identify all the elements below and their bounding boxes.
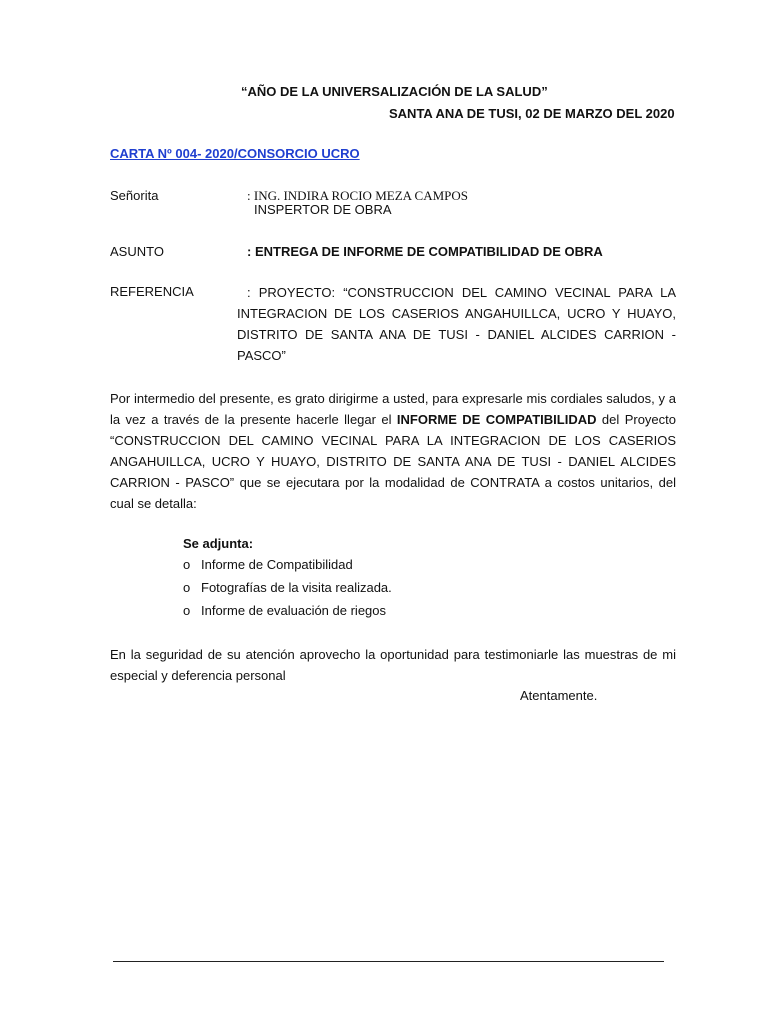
reference-label: REFERENCIA — [110, 284, 194, 299]
body-part-2: del Proyecto “CONSTRUCCION DEL CAMINO VECINAL PARA LA INTEGRACION DE LOS CASERIOS ANGAHUILLCA, UCRO Y HUAYO, DISTRITO DE SANTA ANA DE TUSI - DANIEL ALCIDES CARRION - PASCO” que se ejecutara por la modalidad de CONTRATA a costos unitarios, del cual se detalla: — [110, 412, 676, 511]
attachment-item — [183, 602, 392, 625]
subject-value: : ENTREGA DE INFORME DE COMPATIBILIDAD DE OBRA — [247, 244, 603, 259]
attachments-heading: Se adjunta: — [183, 536, 254, 551]
signature-line — [113, 961, 664, 962]
reference-value — [237, 282, 676, 366]
letter-number-link[interactable]: CARTA Nº 004- 2020/CONSORCIO UCRO — [110, 146, 360, 161]
attachment-item-label: Fotografías de la visita realizada. — [201, 580, 392, 595]
recipient-name-text: : ING. INDIRA ROCIO MEZA CAMPOS — [247, 188, 469, 203]
body-emphasis: INFORME DE COMPATIBILIDAD — [396, 412, 597, 427]
subject-label: ASUNTO — [110, 244, 164, 259]
closing-paragraph: En la seguridad de su atención aprovecho la oportunidad para testimoniarle las muestras de mi especial y deferencia personal — [110, 647, 676, 683]
attachment-item-label: Informe de Compatibilidad — [201, 557, 353, 572]
bullet-icon: o — [183, 603, 191, 618]
recipient-label: Señorita — [110, 188, 159, 203]
recipient-title: INSPERTOR DE OBRA — [254, 202, 392, 217]
attachment-item — [183, 579, 392, 602]
reference-text: : PROYECTO: “CONSTRUCCION DEL CAMINO VECINAL PARA LA INTEGRACION DE LOS CASERIOS ANGAHUILLCA, UCRO Y HUAYO, DISTRITO DE SANTA ANA DE TUSI - DANIEL ALCIDES CARRION - PASCO” — [237, 285, 676, 363]
attachments-list — [183, 556, 392, 625]
year-motto-heading: “AÑO DE LA UNIVERSALIZACIÓN DE LA SALUD” — [241, 84, 548, 99]
place-date: SANTA ANA DE TUSI, 02 DE MARZO DEL 2020 — [389, 106, 675, 121]
bullet-icon: o — [183, 580, 191, 595]
attachment-item-label: Informe de evaluación de riegos — [201, 603, 387, 618]
bullet-icon: o — [183, 557, 191, 572]
body-part-1: Por intermedio del presente, es grato dirigirme a usted, para expresarle mis cordiales saludos, y a la vez a través de la presente hacerle llegar el — [110, 391, 676, 427]
attachment-item — [183, 556, 392, 579]
body-paragraph — [110, 388, 676, 514]
signoff: Atentamente. — [520, 688, 598, 703]
